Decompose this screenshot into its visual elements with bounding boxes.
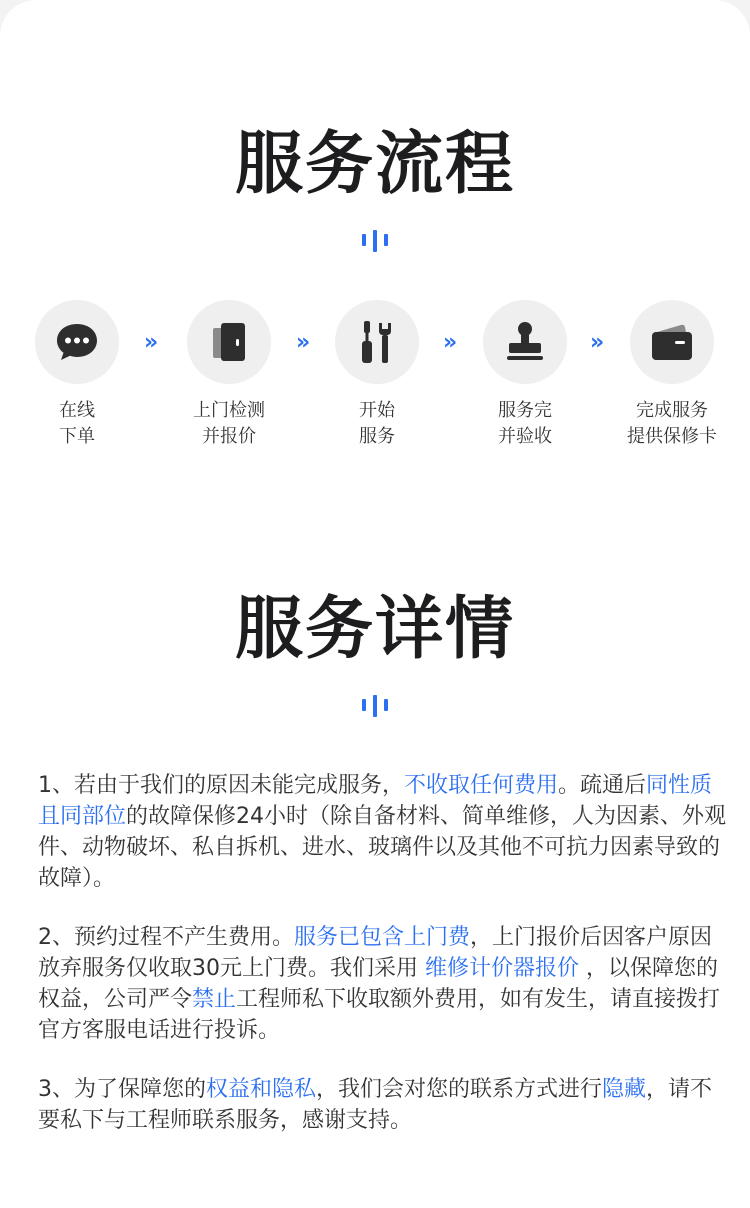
step-circle (483, 300, 567, 384)
arrow-icon: » (296, 330, 308, 355)
detail-paragraph-3 (38, 1074, 728, 1136)
process-title: 服务流程 (234, 125, 515, 204)
step-circle (35, 300, 119, 384)
text-segment: 3、为了保障您的 (38, 1077, 206, 1102)
step-order-online (2, 300, 152, 450)
step-onsite-inspection (154, 300, 304, 450)
chat-icon (55, 322, 99, 362)
text-segment: 的故障保修24小时（除自备材料、简单维修，人为因素、外观件、动物破坏、私自拆机、进水、玻璃件以及其他不可抗力因素导致的故障）。 (38, 804, 727, 891)
arrow-icon: » (144, 330, 156, 355)
step-label-line1: 完成服务 (636, 400, 708, 421)
step-label-line2: 下单 (59, 426, 95, 447)
details-body (38, 770, 728, 1164)
step-label-line1: 在线 (59, 400, 95, 421)
step-circle (335, 300, 419, 384)
text-segment: ，请不要私下与工程师联系服务，感谢支持。 (38, 1077, 713, 1133)
step-label-line2: 提供保修卡 (627, 426, 717, 447)
text-segment: 1、若由于我们的原因未能完成服务， (38, 773, 404, 798)
text-segment: 工程师私下收取额外费用，如有发生，请直接拨打官方客服电话进行投诉。 (38, 987, 721, 1043)
process-steps (0, 300, 750, 460)
step-label-line2: 并报价 (202, 426, 256, 447)
highlight-text: 服务已包含上门费 (294, 925, 471, 950)
details-title: 服务详情 (234, 590, 515, 669)
text-segment: 2、预约过程不产生费用。 (38, 925, 294, 950)
highlight-text: 同性质且同部位 (38, 773, 713, 829)
step-warranty-card (597, 300, 747, 450)
stamp-icon (503, 320, 547, 364)
text-segment: ，我们会对您的联系方式进行 (316, 1077, 603, 1102)
arrow-icon: » (590, 330, 602, 355)
text-segment: ，上门报价后因客户原因放弃服务仅收取30元上门费。我们采用 (38, 925, 713, 981)
highlight-text: 维修计价器报价 (425, 956, 580, 981)
step-label-line1: 服务完 (498, 400, 552, 421)
step-label-line2: 服务 (359, 426, 395, 447)
title-divider-icon (360, 228, 390, 254)
text-segment: ，以保障您的权益，公司严令 (38, 956, 719, 1012)
title-divider-icon (360, 693, 390, 719)
arrow-icon: » (443, 330, 455, 355)
step-label-line2: 并验收 (498, 426, 552, 447)
step-label-line1: 上门检测 (193, 400, 265, 421)
detail-paragraph-1 (38, 770, 728, 894)
step-circle (187, 300, 271, 384)
highlight-text: 禁止 (192, 987, 237, 1012)
text-segment: 。疏通后 (558, 773, 647, 798)
detail-paragraph-2 (38, 922, 728, 1046)
highlight-text: 权益和隐私 (206, 1077, 317, 1102)
tools-icon (357, 319, 397, 365)
step-start-service (302, 300, 455, 450)
wallet-icon (649, 322, 695, 362)
door-icon (209, 320, 249, 364)
step-label-line1: 开始 (359, 400, 395, 421)
highlight-text: 不收取任何费用 (404, 773, 559, 798)
step-service-acceptance (450, 300, 600, 450)
highlight-text: 隐藏 (602, 1077, 647, 1102)
step-circle (630, 300, 714, 384)
